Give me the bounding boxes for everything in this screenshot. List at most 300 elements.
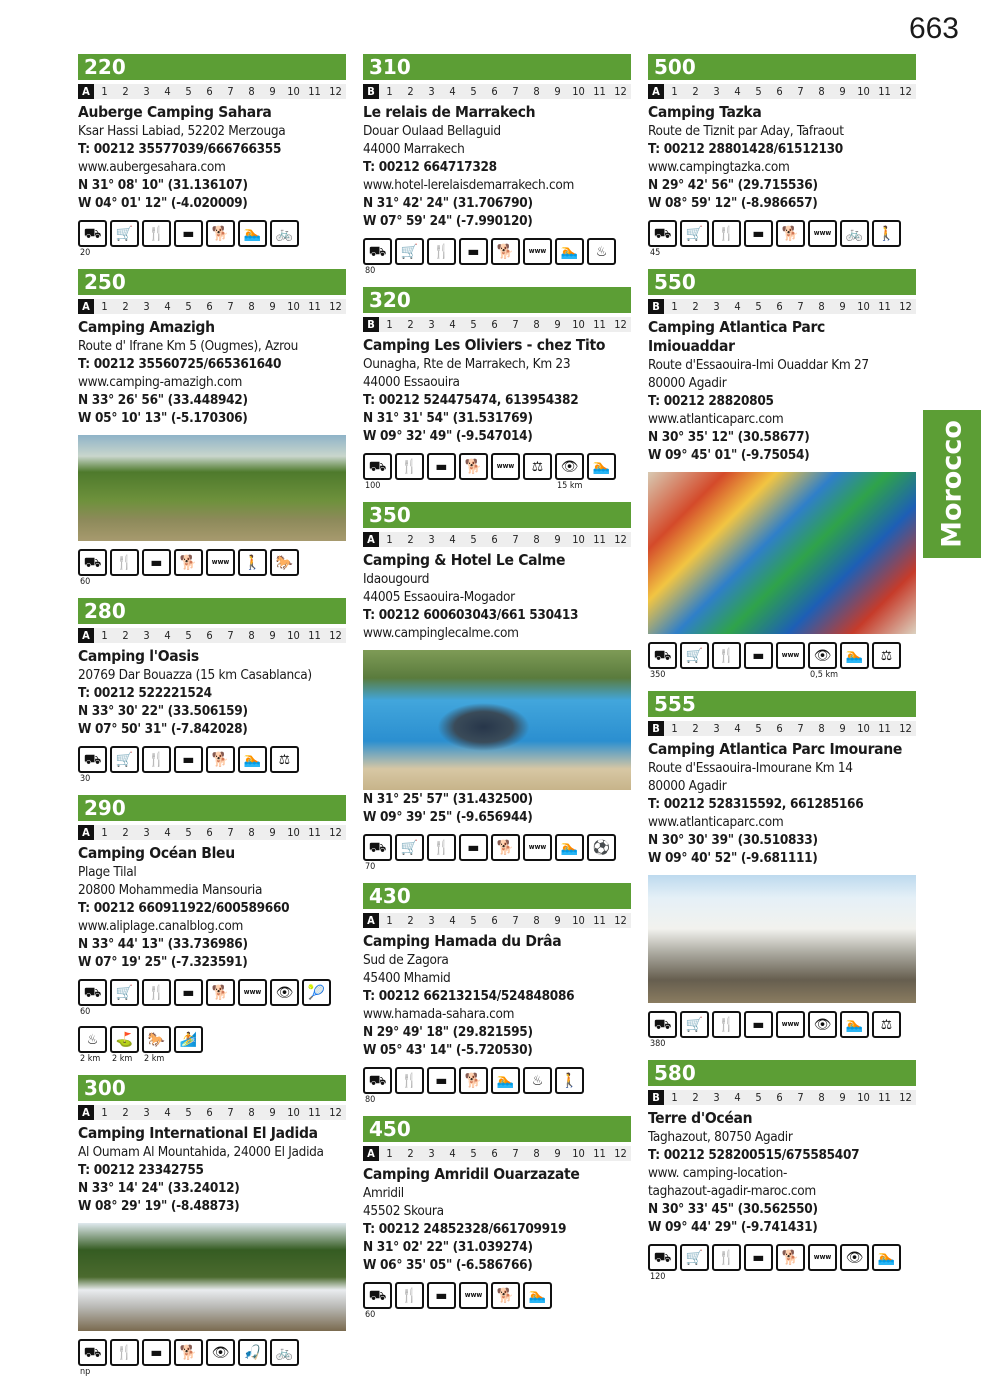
address-line: T: 00212 522221524 — [78, 685, 212, 701]
month-12: 12 — [614, 533, 627, 546]
address-line: N 33° 14' 24" (33.24012) — [78, 1180, 240, 1196]
horse-riding-icon: 🐎 — [142, 1026, 171, 1053]
address-line: T: 00212 23342755 — [78, 1162, 204, 1178]
month-9: 9 — [269, 300, 276, 313]
address-line: Taghazout, 80750 Agadir — [648, 1129, 793, 1145]
caravan-icon: ⛟ — [363, 1282, 392, 1309]
month-8: 8 — [818, 300, 825, 313]
spa-icon: ♨ — [523, 1067, 552, 1094]
column-right — [648, 54, 916, 1293]
icon-caption: 2 km — [112, 1054, 133, 1064]
hot-water-icon: ▬ — [459, 834, 488, 861]
month-8: 8 — [533, 533, 540, 546]
address-line: N 31° 08' 10" (31.136107) — [78, 177, 248, 193]
campsite-name: Le relais de Marrakech — [363, 103, 536, 121]
season-months — [363, 317, 631, 332]
campsite-name: Camping & Hotel Le Calme — [363, 551, 566, 569]
icon-caption: np — [80, 1367, 91, 1377]
month-10: 10 — [287, 85, 300, 98]
season-months — [78, 1105, 346, 1120]
address-line: N 31° 42' 24" (31.706790) — [363, 195, 533, 211]
month-2: 2 — [407, 1147, 414, 1160]
month-2: 2 — [692, 722, 699, 735]
month-9: 9 — [269, 1106, 276, 1119]
hot-water-icon: ▬ — [744, 220, 773, 247]
category-badge: A — [648, 84, 664, 99]
month-10: 10 — [287, 629, 300, 642]
season-months — [648, 1090, 916, 1105]
month-10: 10 — [287, 1106, 300, 1119]
address-line: N 30° 33' 45" (30.562550) — [648, 1201, 818, 1217]
wifi-icon: www — [459, 1282, 488, 1309]
campsite-entry — [363, 54, 631, 277]
icon-captions — [648, 1038, 916, 1050]
month-6: 6 — [206, 85, 213, 98]
address-line: Douar Oulaad Bellaguid — [363, 123, 501, 139]
month-11: 11 — [308, 1106, 321, 1119]
caravan-icon: ⛟ — [78, 1339, 107, 1366]
restaurant-icon: 🍴 — [110, 549, 139, 576]
icon-caption: 45 — [650, 248, 661, 258]
address-line: T: 00212 660911922/600589660 — [78, 900, 290, 916]
month-8: 8 — [818, 1091, 825, 1104]
address-line: Route d'Essaouira-Imi Ouaddar Km 27 — [648, 357, 869, 373]
category-badge: A — [78, 825, 94, 840]
address-line: taghazout-agadir-maroc.com — [648, 1183, 816, 1199]
campsite-entry — [648, 269, 916, 681]
season-months — [363, 532, 631, 547]
address-line: N 29° 42' 56" (29.715536) — [648, 177, 818, 193]
amenity-icons — [648, 1244, 916, 1271]
month-11: 11 — [878, 85, 891, 98]
campsite-number: 350 — [363, 502, 631, 528]
restaurant-icon: 🍴 — [427, 834, 456, 861]
month-8: 8 — [818, 85, 825, 98]
category-badge: B — [363, 317, 379, 332]
address-line: www.atlanticaparc.com — [648, 814, 784, 830]
spa-icon: ♨ — [78, 1026, 107, 1053]
icon-caption: 2 km — [80, 1054, 101, 1064]
month-5: 5 — [470, 85, 477, 98]
address-line: www.aliplage.canalblog.com — [78, 918, 244, 934]
month-7: 7 — [227, 300, 234, 313]
month-11: 11 — [593, 85, 606, 98]
season-months — [78, 84, 346, 99]
month-1: 1 — [671, 85, 678, 98]
month-2: 2 — [122, 300, 129, 313]
month-8: 8 — [533, 85, 540, 98]
playground-icon: ⚖ — [523, 453, 552, 480]
month-1: 1 — [671, 300, 678, 313]
address-line: Amridil — [363, 1185, 404, 1201]
address-line: W 08° 29' 19" (-8.48873) — [78, 1198, 240, 1214]
address-line: W 09° 44' 29" (-9.741431) — [648, 1219, 818, 1235]
amenity-icons — [363, 238, 631, 265]
amenity-icons — [78, 549, 346, 576]
month-3: 3 — [428, 318, 435, 331]
month-2: 2 — [407, 85, 414, 98]
month-1: 1 — [101, 300, 108, 313]
address-line: N 33° 44' 13" (33.736986) — [78, 936, 248, 952]
icon-caption: 60 — [365, 1310, 376, 1320]
month-9: 9 — [839, 300, 846, 313]
dogs-icon: 🐕 — [776, 220, 805, 247]
address-line: 45400 Mhamid — [363, 970, 451, 986]
season-months — [363, 913, 631, 928]
dogs-icon: 🐕 — [491, 1282, 520, 1309]
month-11: 11 — [878, 722, 891, 735]
wifi-icon: www — [523, 834, 552, 861]
campsite-name: Camping Atlantica Parc Imourane — [648, 740, 903, 758]
caravan-icon: ⛟ — [363, 834, 392, 861]
hot-water-icon: ▬ — [174, 746, 203, 773]
icon-caption: 80 — [365, 266, 376, 276]
month-8: 8 — [533, 914, 540, 927]
address-line: 20800 Mohammedia Mansouria — [78, 882, 263, 898]
dogs-icon: 🐕 — [491, 238, 520, 265]
month-9: 9 — [554, 1147, 561, 1160]
campsite-photo — [363, 650, 631, 790]
country-side-tab — [923, 410, 981, 558]
address-line: 45502 Skoura — [363, 1203, 444, 1219]
hot-water-icon: ▬ — [174, 220, 203, 247]
campsite-name: Auberge Camping Sahara — [78, 103, 272, 121]
campsite-entry — [363, 287, 631, 492]
month-7: 7 — [512, 318, 519, 331]
address-line: W 06° 35' 05" (-6.586766) — [363, 1257, 533, 1273]
month-12: 12 — [329, 85, 342, 98]
icon-caption: 60 — [80, 1007, 91, 1017]
address-line: 80000 Agadir — [648, 375, 727, 391]
address-line: T: 00212 35560725/665361640 — [78, 356, 282, 372]
month-9: 9 — [839, 1091, 846, 1104]
month-11: 11 — [593, 533, 606, 546]
month-4: 4 — [734, 85, 741, 98]
category-badge: A — [78, 628, 94, 643]
month-3: 3 — [428, 914, 435, 927]
month-5: 5 — [755, 1091, 762, 1104]
campsite-number: 310 — [363, 54, 631, 80]
month-12: 12 — [329, 1106, 342, 1119]
amenity-icons — [78, 1339, 346, 1366]
dogs-icon: 🐕 — [459, 453, 488, 480]
month-4: 4 — [734, 1091, 741, 1104]
hot-water-icon: ▬ — [744, 1244, 773, 1271]
icon-captions — [363, 480, 631, 492]
dogs-icon: 🐕 — [206, 220, 235, 247]
month-3: 3 — [143, 85, 150, 98]
beach-icon: 👁 — [206, 1339, 235, 1366]
horse-riding-icon: 🐎 — [270, 549, 299, 576]
month-12: 12 — [899, 85, 912, 98]
address-line: 20769 Dar Bouazza (15 km Casablanca) — [78, 667, 312, 683]
caravan-icon: ⛟ — [363, 238, 392, 265]
address-line: N 30° 35' 12" (30.58677) — [648, 429, 810, 445]
caravan-icon: ⛟ — [363, 1067, 392, 1094]
bicycle-icon: 🚲 — [270, 220, 299, 247]
month-3: 3 — [143, 1106, 150, 1119]
address-line: W 09° 40' 52" (-9.681111) — [648, 850, 818, 866]
month-12: 12 — [899, 1091, 912, 1104]
month-9: 9 — [839, 85, 846, 98]
month-4: 4 — [449, 85, 456, 98]
amenity-icons — [78, 746, 346, 773]
month-9: 9 — [269, 826, 276, 839]
month-11: 11 — [308, 826, 321, 839]
month-11: 11 — [878, 1091, 891, 1104]
column-left — [78, 54, 346, 1388]
address-line: Route de Tiznit par Aday, Tafraout — [648, 123, 844, 139]
month-8: 8 — [248, 826, 255, 839]
month-5: 5 — [470, 318, 477, 331]
caravan-icon: ⛟ — [648, 220, 677, 247]
month-2: 2 — [692, 85, 699, 98]
month-2: 2 — [407, 533, 414, 546]
amenity-icons — [363, 1067, 631, 1094]
hot-water-icon: ▬ — [142, 1339, 171, 1366]
month-3: 3 — [713, 300, 720, 313]
month-5: 5 — [185, 1106, 192, 1119]
wifi-icon: www — [776, 642, 805, 669]
swimming-icon: 🏊 — [555, 834, 584, 861]
month-2: 2 — [407, 318, 414, 331]
month-8: 8 — [248, 85, 255, 98]
caravan-icon: ⛟ — [78, 979, 107, 1006]
address-line: N 33° 26' 56" (33.448942) — [78, 392, 248, 408]
month-6: 6 — [776, 300, 783, 313]
month-2: 2 — [122, 85, 129, 98]
campsite-name: Camping Hamada du Drâa — [363, 932, 562, 950]
restaurant-icon: 🍴 — [395, 1067, 424, 1094]
playground-icon: ⚖ — [270, 746, 299, 773]
month-5: 5 — [185, 629, 192, 642]
hot-water-icon: ▬ — [427, 1067, 456, 1094]
month-2: 2 — [692, 1091, 699, 1104]
swimming-icon: 🏊 — [238, 220, 267, 247]
wifi-icon: www — [238, 979, 267, 1006]
restaurant-icon: 🍴 — [427, 238, 456, 265]
amenity-icons — [78, 220, 346, 247]
category-badge: B — [363, 84, 379, 99]
month-3: 3 — [143, 629, 150, 642]
month-8: 8 — [248, 300, 255, 313]
swimming-icon: 🏊 — [491, 1067, 520, 1094]
address-line: N 30° 30' 39" (30.510833) — [648, 832, 818, 848]
dogs-icon: 🐕 — [206, 746, 235, 773]
month-6: 6 — [206, 826, 213, 839]
month-12: 12 — [899, 300, 912, 313]
address-line: 44000 Essaouira — [363, 374, 460, 390]
month-7: 7 — [512, 533, 519, 546]
month-10: 10 — [572, 318, 585, 331]
month-5: 5 — [470, 914, 477, 927]
icon-caption: 120 — [650, 1272, 666, 1282]
category-badge: A — [78, 1105, 94, 1120]
swimming-icon: 🏊 — [523, 1282, 552, 1309]
icon-captions — [78, 576, 346, 588]
campsite-number: 320 — [363, 287, 631, 313]
month-2: 2 — [692, 300, 699, 313]
hot-water-icon: ▬ — [744, 642, 773, 669]
surfing-icon: 🏄 — [174, 1026, 203, 1053]
icon-caption: 20 — [80, 248, 91, 258]
month-1: 1 — [671, 1091, 678, 1104]
address-line: www.aubergesahara.com — [78, 159, 226, 175]
campsite-number: 500 — [648, 54, 916, 80]
campsite-entry — [78, 598, 346, 785]
month-12: 12 — [899, 722, 912, 735]
shop-icon: 🛒 — [110, 220, 139, 247]
month-12: 12 — [614, 914, 627, 927]
month-6: 6 — [491, 318, 498, 331]
address-line: www. camping-location- — [648, 1165, 788, 1181]
month-7: 7 — [227, 85, 234, 98]
address-line: N 31° 02' 22" (31.039274) — [363, 1239, 533, 1255]
month-1: 1 — [671, 722, 678, 735]
address-line: T: 00212 528315592, 661285166 — [648, 796, 864, 812]
campsite-name: Camping International El Jadida — [78, 1124, 318, 1142]
icon-caption: 80 — [365, 1095, 376, 1105]
amenity-icons — [648, 642, 916, 669]
month-6: 6 — [776, 722, 783, 735]
restaurant-icon: 🍴 — [142, 979, 171, 1006]
month-3: 3 — [143, 826, 150, 839]
dogs-icon: 🐕 — [491, 834, 520, 861]
month-8: 8 — [533, 1147, 540, 1160]
caravan-icon: ⛟ — [648, 1011, 677, 1038]
campsite-number: 550 — [648, 269, 916, 295]
month-10: 10 — [857, 300, 870, 313]
campsite-entry — [78, 795, 346, 1065]
swimming-icon: 🏊 — [872, 1244, 901, 1271]
campsite-entry — [78, 269, 346, 588]
shop-icon: 🛒 — [680, 1244, 709, 1271]
address-line: W 05° 43' 14" (-5.720530) — [363, 1042, 533, 1058]
address-line: Ksar Hassi Labiad, 52202 Merzouga — [78, 123, 286, 139]
swimming-icon: 🏊 — [238, 746, 267, 773]
campsite-number: 250 — [78, 269, 346, 295]
campsite-entry — [363, 502, 631, 873]
amenity-icons — [648, 1011, 916, 1038]
season-months — [363, 84, 631, 99]
month-8: 8 — [248, 629, 255, 642]
dogs-icon: 🐕 — [776, 1244, 805, 1271]
campsite-name: Camping Tazka — [648, 103, 762, 121]
restaurant-icon: 🍴 — [110, 1339, 139, 1366]
address-line: T: 00212 24852328/661709919 — [363, 1221, 567, 1237]
dogs-icon: 🐕 — [174, 1339, 203, 1366]
hiking-icon: 🚶 — [872, 220, 901, 247]
month-11: 11 — [593, 318, 606, 331]
hot-water-icon: ▬ — [174, 979, 203, 1006]
address-line: Sud de Zagora — [363, 952, 449, 968]
campsite-photo — [648, 472, 916, 634]
shop-icon: 🛒 — [680, 1011, 709, 1038]
month-1: 1 — [386, 533, 393, 546]
wifi-icon: www — [808, 220, 837, 247]
month-6: 6 — [776, 1091, 783, 1104]
address-line: 44005 Essaouira-Mogador — [363, 589, 515, 605]
category-badge: A — [363, 532, 379, 547]
dogs-icon: 🐕 — [206, 979, 235, 1006]
month-7: 7 — [512, 85, 519, 98]
beach-icon: 👁 — [840, 1244, 869, 1271]
month-12: 12 — [329, 826, 342, 839]
icon-caption: 0,5 km — [810, 670, 839, 680]
month-9: 9 — [839, 722, 846, 735]
address-line: www.hamada-sahara.com — [363, 1006, 515, 1022]
beach-icon: 👁 — [270, 979, 299, 1006]
month-5: 5 — [755, 85, 762, 98]
wifi-icon: www — [808, 1244, 837, 1271]
icon-captions — [78, 773, 346, 785]
month-4: 4 — [734, 300, 741, 313]
month-11: 11 — [593, 1147, 606, 1160]
beach-icon: 👁 — [555, 453, 584, 480]
address-line: Ounagha, Rte de Marrakech, Km 23 — [363, 356, 571, 372]
month-3: 3 — [428, 1147, 435, 1160]
address-line: Route d' Ifrane Km 5 (Ougmes), Azrou — [78, 338, 298, 354]
month-6: 6 — [776, 85, 783, 98]
campsite-name: Camping l'Oasis — [78, 647, 199, 665]
address-line: Route d'Essaouira-Imourane Km 14 — [648, 760, 853, 776]
campsite-name: Camping Océan Bleu — [78, 844, 235, 862]
campsite-name: Camping Atlantica Parc Imiouaddar — [648, 318, 825, 355]
month-3: 3 — [713, 85, 720, 98]
icon-caption: 30 — [80, 774, 91, 784]
campsite-entry — [78, 1075, 346, 1378]
month-12: 12 — [614, 318, 627, 331]
icon-caption: 70 — [365, 862, 376, 872]
icon-captions — [363, 1094, 631, 1106]
address-line: T: 00212 664717328 — [363, 159, 497, 175]
campsite-entry — [363, 1116, 631, 1321]
month-3: 3 — [713, 722, 720, 735]
hot-water-icon: ▬ — [142, 549, 171, 576]
address-line: T: 00212 600603043/661 530413 — [363, 607, 579, 623]
season-months — [78, 825, 346, 840]
month-11: 11 — [593, 914, 606, 927]
month-4: 4 — [449, 533, 456, 546]
swimming-icon: 🏊 — [587, 453, 616, 480]
address-line: N 31° 31' 54" (31.531769) — [363, 410, 533, 426]
swimming-icon: 🏊 — [555, 238, 584, 265]
campsite-entry — [648, 54, 916, 259]
country-label: Morocco — [936, 420, 968, 548]
icon-caption: 380 — [650, 1039, 666, 1049]
month-3: 3 — [428, 85, 435, 98]
hot-water-icon: ▬ — [427, 1282, 456, 1309]
month-7: 7 — [797, 722, 804, 735]
month-9: 9 — [554, 533, 561, 546]
month-10: 10 — [287, 300, 300, 313]
campsite-number: 300 — [78, 1075, 346, 1101]
fishing-icon: 🎣 — [238, 1339, 267, 1366]
column-middle — [363, 54, 631, 1331]
icon-captions — [78, 1053, 346, 1065]
month-9: 9 — [269, 629, 276, 642]
address-line: T: 00212 35577039/666766355 — [78, 141, 282, 157]
address-line: www.campingtazka.com — [648, 159, 790, 175]
month-7: 7 — [227, 1106, 234, 1119]
campsite-entry — [648, 1060, 916, 1283]
month-7: 7 — [227, 629, 234, 642]
month-8: 8 — [533, 318, 540, 331]
campsite-number: 280 — [78, 598, 346, 624]
amenity-icons — [363, 453, 631, 480]
month-2: 2 — [122, 629, 129, 642]
gps-line: W 09° 39' 25" (-9.656944) — [363, 809, 533, 825]
